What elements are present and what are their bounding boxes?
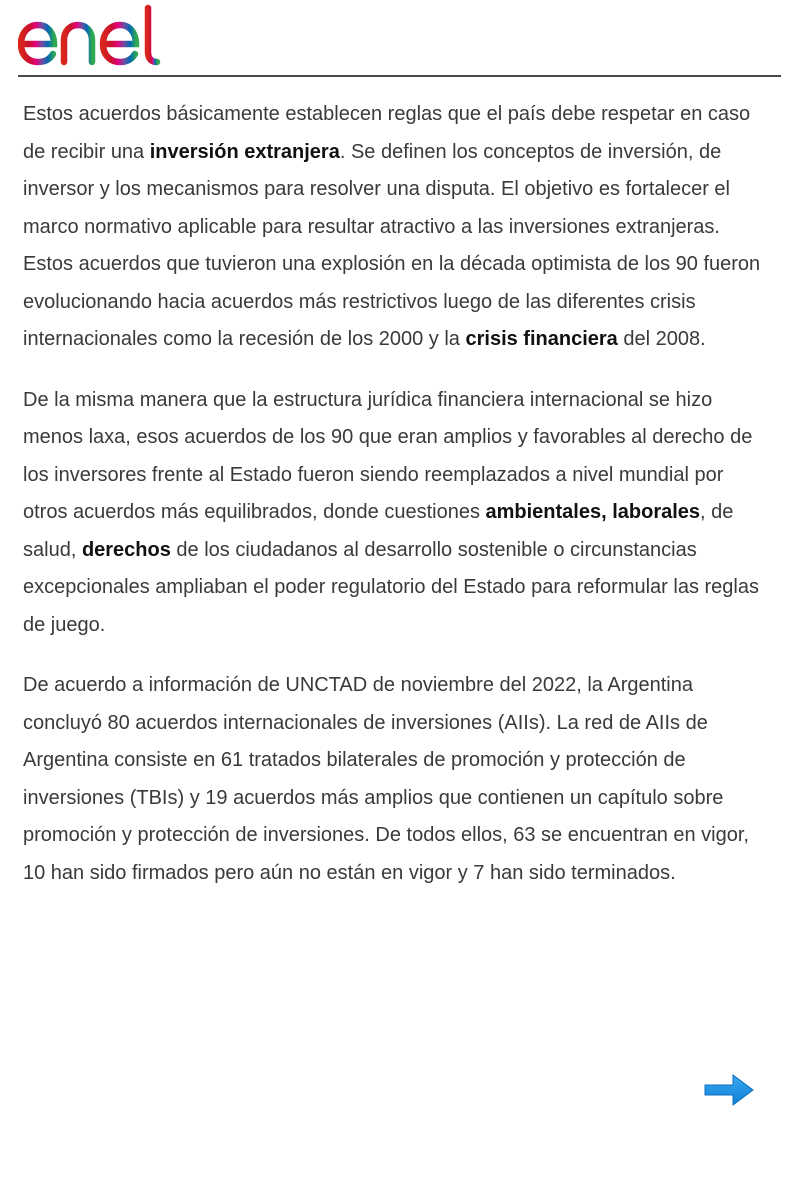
paragraph-text: De la misma manera que la estructura jurídica financiera internacional se hizo menos laxa, esos acuerdos de los 90 que eran amplios y favorables al derecho de los inversores frente al Estado fueron siendo reemplazados a nivel mundial por otros acuerdos más equilibrados, donde cuestiones — [23, 388, 753, 523]
bold-text: derechos — [81, 538, 171, 561]
article-paragraph — [23, 96, 773, 359]
article-paragraph — [23, 667, 773, 892]
page-header — [18, 0, 781, 77]
paragraph-text: , de salud, — [23, 501, 734, 561]
paragraph-text: Estos acuerdos básicamente establecen reglas que el país debe respetar en caso de recibir una — [23, 103, 751, 163]
article-paragraph — [23, 382, 773, 645]
paragraph-text: del 2008. — [617, 328, 706, 350]
bold-text: crisis financiera — [465, 328, 618, 350]
paragraph-text: . Se definen los conceptos de inversión, de inversor y los mecanismos para resolver una disputa. El objetivo es fortalecer el marco normativo aplicable para resultar atractivo a las inversiones extranjeras. Estos acuerdos que tuvieron una explosión en la década optimista de los 90 fueron evolucionando hacia acuerdos más restrictivos luego de las diferentes crisis internacionales como la recesión de los 2000 y la — [23, 140, 761, 350]
article-body — [23, 96, 773, 915]
paragraph-text: de los ciudadanos al desarrollo sostenible o circunstancias excepcionales ampliaban el poder regulatorio del Estado para reformular las reglas de juego. — [23, 538, 759, 636]
next-arrow-icon[interactable] — [703, 1072, 755, 1108]
bold-text: inversión extranjera — [149, 140, 340, 163]
enel-logo[interactable] — [18, 4, 183, 66]
bold-text: ambientales, laborales — [485, 501, 701, 523]
paragraph-text: De acuerdo a información de UNCTAD de noviembre del 2022, la Argentina concluyó 80 acuerdos internacionales de inversiones (AIIs). La red de AIIs de Argentina consiste en 61 tratados bilaterales de promoción y protección de inversiones (TBIs) y 19 acuerdos más amplios que contienen un capítulo sobre promoción y protección de inversiones. De todos ellos, 63 se encuentran en vigor, 10 han sido firmados pero aún no están en vigor y 7 han sido terminados. — [23, 674, 749, 884]
